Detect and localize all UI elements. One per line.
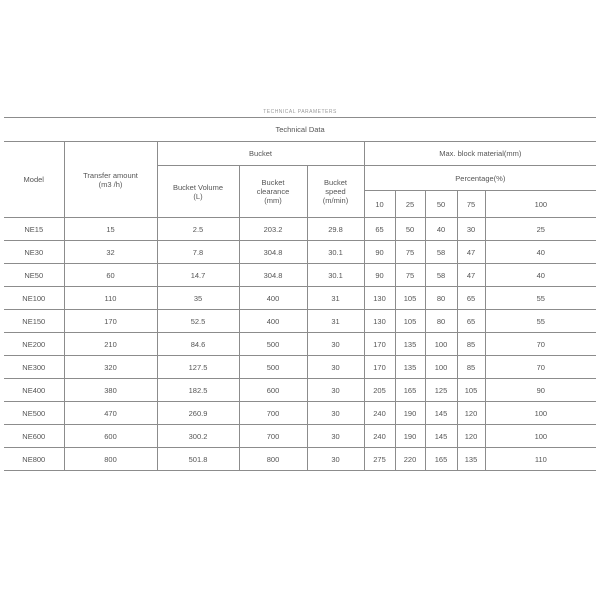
header-transfer-amount [64, 142, 157, 218]
header-model: Model [4, 142, 64, 218]
cell-bucket-speed: 29.8 [307, 218, 364, 241]
cell-pct-50: 58 [425, 264, 457, 287]
header-bucket-speed-line3: (m/min) [322, 196, 349, 205]
cell-pct-75: 120 [457, 425, 485, 448]
cell-model: NE500 [4, 402, 64, 425]
cell-pct-50: 80 [425, 310, 457, 333]
cell-bucket-clearance: 500 [239, 356, 307, 379]
cell-pct-50: 100 [425, 356, 457, 379]
header-bucket-speed-line2: speed [325, 187, 346, 196]
cell-pct-10: 170 [364, 356, 395, 379]
table-row [4, 356, 596, 379]
cell-pct-100: 40 [485, 264, 596, 287]
cell-model: NE150 [4, 310, 64, 333]
cell-pct-100: 55 [485, 287, 596, 310]
cell-pct-75: 85 [457, 333, 485, 356]
header-bucket-speed-line1: Bucket [324, 178, 347, 187]
cell-transfer-amount: 800 [64, 448, 157, 471]
cell-bucket-speed: 30 [307, 379, 364, 402]
cell-model: NE30 [4, 241, 64, 264]
header-pct-75: 75 [457, 191, 485, 218]
cell-model: NE300 [4, 356, 64, 379]
cell-pct-75: 105 [457, 379, 485, 402]
cell-pct-25: 105 [395, 310, 425, 333]
cell-bucket-clearance: 700 [239, 425, 307, 448]
cell-pct-50: 145 [425, 402, 457, 425]
cell-bucket-volume: 52.5 [157, 310, 239, 333]
cell-pct-25: 190 [395, 402, 425, 425]
header-bucket-speed [307, 166, 364, 218]
cell-bucket-clearance: 500 [239, 333, 307, 356]
cell-bucket-clearance: 203.2 [239, 218, 307, 241]
cell-pct-75: 65 [457, 287, 485, 310]
cell-model: NE15 [4, 218, 64, 241]
cell-model: NE800 [4, 448, 64, 471]
cell-bucket-volume: 127.5 [157, 356, 239, 379]
cell-bucket-volume: 2.5 [157, 218, 239, 241]
cell-bucket-speed: 30 [307, 448, 364, 471]
cell-pct-25: 135 [395, 356, 425, 379]
cell-pct-75: 85 [457, 356, 485, 379]
cell-bucket-speed: 30 [307, 402, 364, 425]
cell-pct-50: 100 [425, 333, 457, 356]
header-bucket-volume [157, 166, 239, 218]
cell-pct-75: 135 [457, 448, 485, 471]
cell-pct-10: 170 [364, 333, 395, 356]
cell-pct-100: 55 [485, 310, 596, 333]
cell-bucket-clearance: 800 [239, 448, 307, 471]
cell-pct-100: 100 [485, 425, 596, 448]
cell-model: NE600 [4, 425, 64, 448]
cell-bucket-speed: 30 [307, 425, 364, 448]
header-percentage: Percentage(%) [364, 166, 596, 191]
cell-model: NE50 [4, 264, 64, 287]
header-bucket-clearance [239, 166, 307, 218]
cell-bucket-speed: 30 [307, 333, 364, 356]
cell-pct-100: 70 [485, 356, 596, 379]
cell-transfer-amount: 470 [64, 402, 157, 425]
cell-transfer-amount: 320 [64, 356, 157, 379]
technical-data-table [4, 117, 596, 471]
cell-pct-10: 90 [364, 241, 395, 264]
cell-bucket-clearance: 400 [239, 287, 307, 310]
cell-bucket-clearance: 304.8 [239, 241, 307, 264]
cell-transfer-amount: 170 [64, 310, 157, 333]
cell-pct-10: 240 [364, 425, 395, 448]
cell-bucket-speed: 31 [307, 310, 364, 333]
table-row [4, 402, 596, 425]
table-row [4, 264, 596, 287]
cell-bucket-volume: 14.7 [157, 264, 239, 287]
cell-pct-100: 100 [485, 402, 596, 425]
cell-pct-100: 40 [485, 241, 596, 264]
header-bucket-volume-line2: (L) [193, 191, 203, 201]
cell-bucket-volume: 35 [157, 287, 239, 310]
cell-pct-25: 50 [395, 218, 425, 241]
cell-pct-100: 110 [485, 448, 596, 471]
cell-bucket-volume: 260.9 [157, 402, 239, 425]
cell-transfer-amount: 600 [64, 425, 157, 448]
header-bucket-clearance-line1: Bucket [261, 178, 285, 187]
cell-pct-50: 80 [425, 287, 457, 310]
cell-pct-10: 130 [364, 310, 395, 333]
cell-pct-100: 25 [485, 218, 596, 241]
cell-bucket-volume: 182.5 [157, 379, 239, 402]
header-bucket-volume-line1: Bucket Volume [172, 182, 224, 192]
table-row [4, 425, 596, 448]
header-bucket-clearance-line3: (mm) [264, 196, 282, 205]
cell-pct-25: 75 [395, 264, 425, 287]
header-max-block: Max. block material(mm) [364, 142, 596, 166]
cell-pct-10: 240 [364, 402, 395, 425]
header-pct-100: 100 [485, 191, 596, 218]
section-caption: TECHNICAL PARAMETERS [263, 109, 337, 115]
cell-pct-10: 275 [364, 448, 395, 471]
cell-model: NE100 [4, 287, 64, 310]
cell-pct-50: 145 [425, 425, 457, 448]
cell-pct-10: 65 [364, 218, 395, 241]
cell-bucket-speed: 30.1 [307, 241, 364, 264]
cell-bucket-speed: 31 [307, 287, 364, 310]
cell-pct-75: 120 [457, 402, 485, 425]
cell-pct-25: 135 [395, 333, 425, 356]
cell-bucket-clearance: 700 [239, 402, 307, 425]
table-row [4, 310, 596, 333]
cell-pct-75: 47 [457, 241, 485, 264]
table-row [4, 287, 596, 310]
cell-bucket-volume: 501.8 [157, 448, 239, 471]
cell-pct-10: 205 [364, 379, 395, 402]
table-row [4, 333, 596, 356]
cell-pct-50: 40 [425, 218, 457, 241]
cell-pct-25: 165 [395, 379, 425, 402]
cell-transfer-amount: 15 [64, 218, 157, 241]
table-row [4, 448, 596, 471]
header-transfer-line1: Transfer amount [83, 170, 138, 180]
cell-bucket-volume: 300.2 [157, 425, 239, 448]
table-row [4, 379, 596, 402]
cell-pct-10: 90 [364, 264, 395, 287]
cell-pct-25: 220 [395, 448, 425, 471]
table-row [4, 218, 596, 241]
header-pct-50: 50 [425, 191, 457, 218]
cell-bucket-volume: 7.8 [157, 241, 239, 264]
cell-pct-25: 190 [395, 425, 425, 448]
header-pct-10: 10 [364, 191, 395, 218]
technical-data-section [4, 109, 596, 471]
cell-pct-50: 125 [425, 379, 457, 402]
table-row [4, 241, 596, 264]
cell-pct-10: 130 [364, 287, 395, 310]
cell-bucket-volume: 84.6 [157, 333, 239, 356]
cell-transfer-amount: 380 [64, 379, 157, 402]
cell-bucket-clearance: 400 [239, 310, 307, 333]
cell-pct-75: 65 [457, 310, 485, 333]
cell-bucket-clearance: 600 [239, 379, 307, 402]
cell-pct-75: 47 [457, 264, 485, 287]
header-bucket: Bucket [157, 142, 364, 166]
cell-transfer-amount: 60 [64, 264, 157, 287]
cell-pct-25: 105 [395, 287, 425, 310]
header-transfer-line2: (m3 /h) [98, 179, 123, 189]
cell-transfer-amount: 210 [64, 333, 157, 356]
cell-transfer-amount: 32 [64, 241, 157, 264]
cell-pct-100: 90 [485, 379, 596, 402]
header-pct-25: 25 [395, 191, 425, 218]
cell-pct-100: 70 [485, 333, 596, 356]
cell-pct-50: 58 [425, 241, 457, 264]
cell-bucket-speed: 30.1 [307, 264, 364, 287]
cell-transfer-amount: 110 [64, 287, 157, 310]
cell-pct-75: 30 [457, 218, 485, 241]
cell-model: NE400 [4, 379, 64, 402]
cell-bucket-clearance: 304.8 [239, 264, 307, 287]
cell-pct-50: 165 [425, 448, 457, 471]
table-title: Technical Data [4, 118, 596, 142]
cell-model: NE200 [4, 333, 64, 356]
cell-pct-25: 75 [395, 241, 425, 264]
header-bucket-clearance-line2: clearance [256, 187, 290, 196]
cell-bucket-speed: 30 [307, 356, 364, 379]
